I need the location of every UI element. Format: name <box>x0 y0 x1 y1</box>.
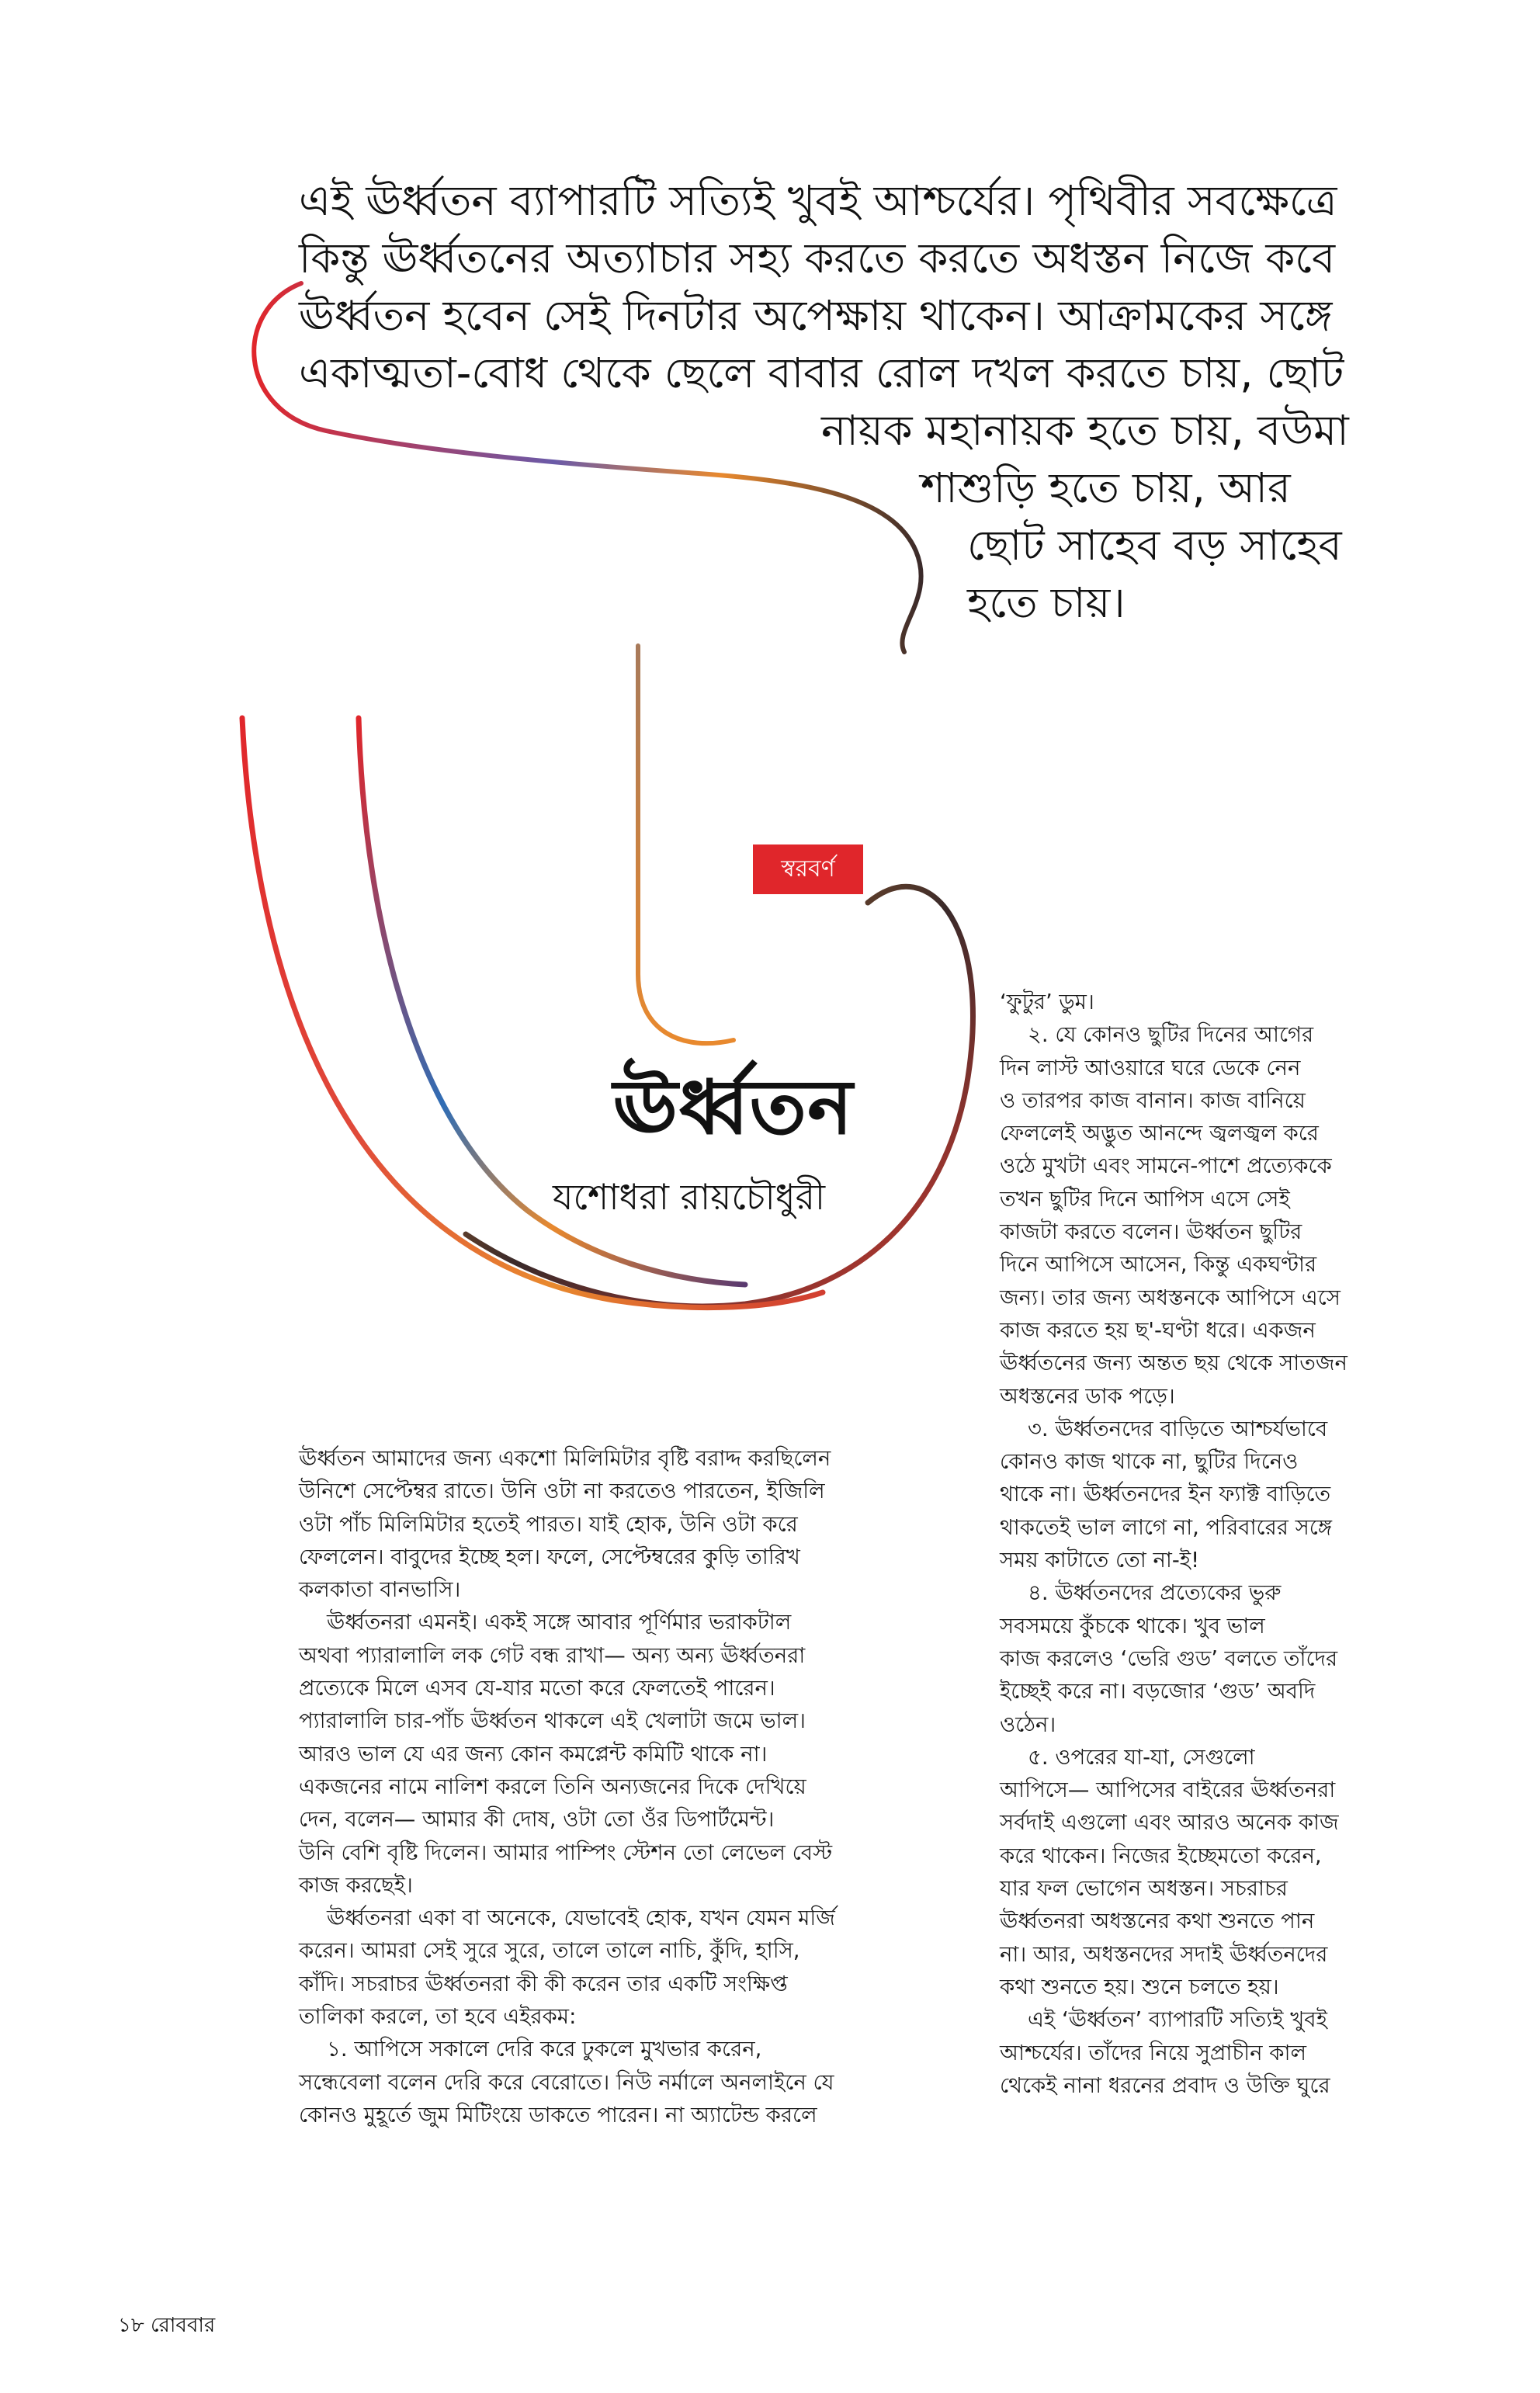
body-line: ওঠেন। <box>1000 1712 1056 1737</box>
body-line: আশ্চর্যের। তাঁদের নিয়ে সুপ্রাচীন কাল <box>1000 2040 1306 2065</box>
article-title: ঊর্ধ্বতন <box>613 1063 854 1152</box>
body-line: উনি বেশি বৃষ্টি দিলেন। আমার পাম্পিং স্টেশন তো লেভেল বেস্ট <box>299 1840 833 1865</box>
body-line: ও তারপর কাজ বানান। কাজ বানিয়ে <box>1000 1087 1306 1113</box>
body-line: কলকাতা বানভাসি। <box>299 1577 461 1603</box>
pull-quote-line: ছোট সাহেব বড় সাহেব <box>967 521 1342 570</box>
pull-quote-line: নায়ক মহানায়ক হতে চায়, বউমা <box>821 406 1349 455</box>
body-line: অথবা প্যারালালি লক গেট বন্ধ রাখা— অন্য অন্য ঊর্ধ্বতনরা <box>299 1642 806 1668</box>
body-line: দিন লাস্ট আওয়ারে ঘরে ডেকে নেন <box>1000 1055 1301 1080</box>
body-line: ঊর্ধ্বতনের জন্য অন্তত ছয় থেকে সাতজন <box>1000 1351 1348 1376</box>
body-line: থেকেই নানা ধরনের প্রবাদ ও উক্তি ঘুরে <box>1000 2072 1330 2098</box>
body-line: তখন ছুটির দিনে আপিস এসে সেই <box>1000 1186 1290 1212</box>
body-line: তালিকা করলে, তা হবে এইরকম: <box>299 2004 577 2030</box>
pull-quote-line: একাত্মতা-বোধ থেকে ছেলে বাবার রোল দখল করতে চায়, ছোট <box>299 349 1344 397</box>
body-line: না। আর, অধস্তনদের সদাই ঊর্ধ্বতনদের <box>1000 1941 1328 1967</box>
body-line: অধস্তনের ডাক পড়ে। <box>1000 1383 1175 1409</box>
body-line: ফেললেই অদ্ভুত আনন্দে জ্বলজ্বল করে <box>1000 1121 1319 1146</box>
body-line: আপিসে— আপিসের বাইরের ঊর্ধ্বতনরা <box>1000 1777 1336 1803</box>
body-line: কাজ করছেই। <box>299 1872 413 1898</box>
body-line: দেন, বলেন— আমার কী দোষ, ওটা তো ওঁর ডিপার্টমেন্ট। <box>299 1807 775 1833</box>
body-line: ইচ্ছেই করে না। বড়জোর ‘গুড’ অবদি <box>1000 1679 1316 1705</box>
body-line: আরও ভাল যে এর জন্য কোন কমপ্লেন্ট কমিটি থাকে না। <box>299 1741 768 1767</box>
body-line: কোনও মুহূর্তে জুম মিটিংয়ে ডাকতে পারেন। না অ্যাটেন্ড করলে <box>299 2102 817 2128</box>
pull-quote-line: কিন্তু ঊর্ধ্বতনের অত্যাচার সহ্য করতে করতে অধস্তন নিজে কবে <box>299 234 1336 283</box>
body-line: কোনও কাজ থাকে না, ছুটির দিনেও <box>1000 1449 1299 1475</box>
pull-quote-line: ঊর্ধ্বতন হবেন সেই দিনটার অপেক্ষায় থাকেন। আক্রামকের সঙ্গে <box>299 291 1333 340</box>
body-line: উনিশে সেপ্টেম্বর রাতে। উনি ওটা না করতেও পারতেন, ইজিলি <box>299 1479 825 1504</box>
body-line: ৪. ঊর্ধ্বতনদের প্রত্যেকের ভুরু <box>1028 1580 1282 1606</box>
body-line: করেন। আমরা সেই সুরে সুরে, তালে তালে নাচি, কুঁদি, হাসি, <box>299 1938 800 1964</box>
body-line: ২. যে কোনও ছুটির দিনের আগের <box>1028 1022 1314 1048</box>
body-line: ওটা পাঁচ মিলিমিটার হতেই পারত। যাই হোক, উনি ওটা করে <box>299 1511 798 1537</box>
pull-quote-line: এই ঊর্ধ্বতন ব্যাপারটি সত্যিই খুবই আশ্চর্যের। পৃথিবীর সবক্ষেত্রে <box>299 176 1337 225</box>
body-line: ৫. ওপরের যা-যা, সেগুলো <box>1028 1744 1255 1770</box>
body-line: জন্য। তার জন্য অধস্তনকে আপিসে এসে <box>1000 1285 1341 1310</box>
body-line: এই ‘ঊর্ধ্বতন’ ব্যাপারটি সত্যিই খুবই <box>1028 2007 1327 2033</box>
body-line: ৩. ঊর্ধ্বতনদের বাড়িতে আশ্চর্যভাবে <box>1028 1416 1328 1441</box>
body-line: ঊর্ধ্বতনরা অধস্তনের কথা শুনতে পান <box>1000 1909 1315 1934</box>
section-tag: স্বরবর্ণ <box>753 844 863 894</box>
author-name: যশোধরা রায়চৌধুরী <box>553 1176 826 1218</box>
pull-quote-line: শাশুড়ি হতে চায়, আর <box>921 463 1291 512</box>
body-line: ঊর্ধ্বতনরা এমনই। একই সঙ্গে আবার পূর্ণিমার ভরাকটাল <box>327 1610 792 1635</box>
page-folio: ১৮ রোববার <box>118 2314 216 2337</box>
pull-quote-line: হতে চায়। <box>967 578 1126 627</box>
body-line: ফেললেন। বাবুদের ইচ্ছে হল। ফলে, সেপ্টেম্বরের কুড়ি তারিখ <box>299 1544 800 1569</box>
body-line: কাজটা করতে বলেন। ঊর্ধ্বতন ছুটির <box>1000 1219 1302 1245</box>
body-line: সময় কাটাতে তো না-ই! <box>1000 1548 1200 1573</box>
body-line: ওঠে মুখটা এবং সামনে-পাশে প্রত্যেককে <box>1000 1153 1332 1179</box>
body-column-right <box>1000 986 1348 2102</box>
body-line: করে থাকেন। নিজের ইচ্ছেমতো করেন, <box>1000 1843 1322 1868</box>
body-line: যার ফল ভোগেন অধস্তন। সচরাচর <box>1000 1876 1288 1902</box>
body-line: প্রত্যেকে মিলে এসব যে-যার মতো করে ফেলতেই পারেন। <box>299 1676 775 1701</box>
body-line: কাজ করলেও ‘ভেরি গুড’ বলতে তাঁদের <box>1000 1646 1338 1671</box>
body-column-left <box>299 1442 835 2131</box>
body-line: একজনের নামে নালিশ করলে তিনি অন্যজনের দিকে দেখিয়ে <box>299 1774 806 1799</box>
body-line: ঊর্ধ্বতন আমাদের জন্য একশো মিলিমিটার বৃষ্টি বরাদ্দ করছিলেন <box>299 1446 831 1471</box>
body-line: দিনে আপিসে আসেন, কিন্তু একঘণ্টার <box>1000 1252 1317 1278</box>
body-line: ‘ফুটুর’ ডুম। <box>1000 990 1094 1014</box>
body-line: ১. আপিসে সকালে দেরি করে ঢুকলে মুখভার করেন, <box>327 2037 762 2062</box>
body-line: সবসময়ে কুঁচকে থাকে। খুব ভাল <box>1000 1613 1265 1639</box>
body-line: থাকতেই ভাল লাগে না, পরিবারের সঙ্গে <box>1000 1514 1333 1540</box>
body-line: প্যারালালি চার-পাঁচ ঊর্ধ্বতন থাকলে এই খেলাটা জমে ভাল। <box>299 1708 806 1734</box>
body-line: সন্ধেবেলা বলেন দেরি করে বেরোতে। নিউ নর্মালে অনলাইনে যে <box>299 2069 834 2095</box>
body-line: থাকে না। ঊর্ধ্বতনদের ইন ফ্যাক্ট বাড়িতে <box>1000 1482 1331 1507</box>
body-line: সর্বদাই এগুলো এবং আরও অনেক কাজ <box>1000 1810 1339 1836</box>
body-line: কাঁদি। সচরাচর ঊর্ধ্বতনরা কী কী করেন তার একটি সংক্ষিপ্ত <box>299 1971 788 1996</box>
body-line: ঊর্ধ্বতনরা একা বা অনেকে, যেভাবেই হোক, যখন যেমন মর্জি <box>327 1906 835 1931</box>
body-line: কথা শুনতে হয়। শুনে চলতে হয়। <box>1000 1974 1279 1999</box>
body-line: কাজ করতে হয় ছ'-ঘণ্টা ধরে। একজন <box>1000 1317 1316 1343</box>
